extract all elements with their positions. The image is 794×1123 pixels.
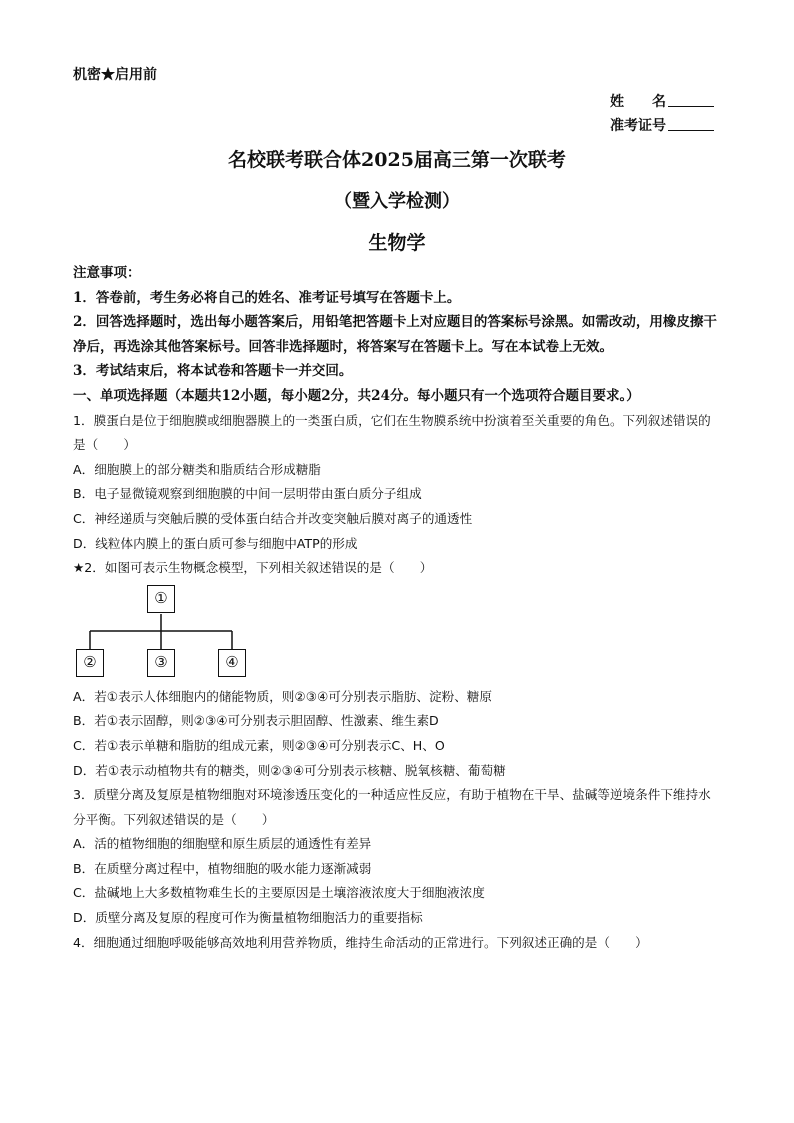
question-option: B．在质壁分离过程中，植物细胞的吸水能力逐渐减弱	[73, 860, 372, 876]
subject-title: 生物学	[368, 232, 426, 254]
question-option: C．神经递质与突触后膜的受体蛋白结合并改变突触后膜对离子的通透性	[73, 510, 473, 526]
notice-item: 2．回答选择题时，选出每小题答案后，用铅笔把答题卡上对应题目的答案标号涂黑。如需改动，用橡皮擦干净后，再选涂其他答案标号。回答非选择题时，将答案写在答题卡上。写在本试卷上无效。	[73, 314, 717, 355]
confidential-label: 机密★启用前	[73, 67, 157, 83]
question-option: D．质壁分离及复原的程度可作为衡量植物细胞活力的重要指标	[73, 910, 423, 926]
question-option: D．线粒体内膜上的蛋白质可参与细胞中ATP的形成	[73, 535, 358, 551]
exam-title: 名校联考联合体2025届高三第一次联考	[228, 149, 566, 171]
question-stem: 3．质壁分离及复原是植物细胞对环境渗透压变化的一种适应性反应，有助于植物在干旱、盐碱等逆境条件下维持水分平衡。下列叙述错误的是（ ）	[73, 787, 711, 827]
diagram-node-child: ②	[76, 649, 104, 677]
question-option: C．若①表示单糖和脂肪的组成元素，则②③④可分别表示C、H、O	[73, 737, 445, 753]
id-blank[interactable]	[668, 114, 714, 131]
diagram-node-child: ③	[147, 649, 175, 677]
name-row	[610, 90, 714, 114]
concept-model-diagram	[73, 585, 263, 681]
notice-item: 3．考试结束后，将本试卷和答题卡一并交回。	[73, 363, 353, 380]
exam-subtitle: （暨入学检测）	[334, 191, 460, 212]
question-option: D．若①表示动植物共有的糖类，则②③④可分别表示核糖、脱氧核糖、葡萄糖	[73, 762, 506, 778]
question-option: B．若①表示固醇，则②③④可分别表示胆固醇、性激素、维生素D	[73, 713, 439, 729]
exam-body	[73, 261, 723, 955]
question-option: B．电子显微镜观察到细胞膜的中间一层明带由蛋白质分子组成	[73, 486, 422, 502]
id-row	[610, 114, 714, 138]
question-stem: 1．膜蛋白是位于细胞膜或细胞器膜上的一类蛋白质，它们在生物膜系统中扮演着至关重要的角色。下列叙述错误的是（ ）	[73, 412, 711, 453]
notice-heading: 注意事项：	[73, 265, 141, 281]
candidate-info	[610, 90, 714, 138]
question-stem: ★2．如图可表示生物概念模型，下列相关叙述错误的是（ ）	[73, 560, 433, 576]
question-stem: 4．细胞通过细胞呼吸能够高效地利用营养物质，维持生命活动的正常进行。下列叙述正确的是（ ）	[73, 934, 648, 950]
notice-item: 1．答卷前，考生务必将自己的姓名、准考证号填写在答题卡上。	[73, 289, 461, 306]
diagram-node-top: ①	[147, 585, 175, 613]
id-label: 准考证号	[610, 118, 666, 134]
diagram-node-child: ④	[218, 649, 246, 677]
question-option: A．活的植物细胞的细胞壁和原生质层的通透性有差异	[73, 836, 372, 852]
question-option: A．细胞膜上的部分糖类和脂质结合形成糖脂	[73, 461, 321, 477]
section-heading: 一、单项选择题（本题共12小题，每小题2分，共24分。每小题只有一个选项符合题目要求。）	[73, 387, 640, 404]
question-option: C．盐碱地上大多数植物难生长的主要原因是土壤溶液浓度大于细胞液浓度	[73, 885, 485, 901]
name-blank[interactable]	[668, 90, 714, 107]
question-option: A．若①表示人体细胞内的储能物质，则②③④可分别表示脂肪、淀粉、糖原	[73, 688, 492, 704]
name-label: 姓 名	[610, 94, 666, 110]
